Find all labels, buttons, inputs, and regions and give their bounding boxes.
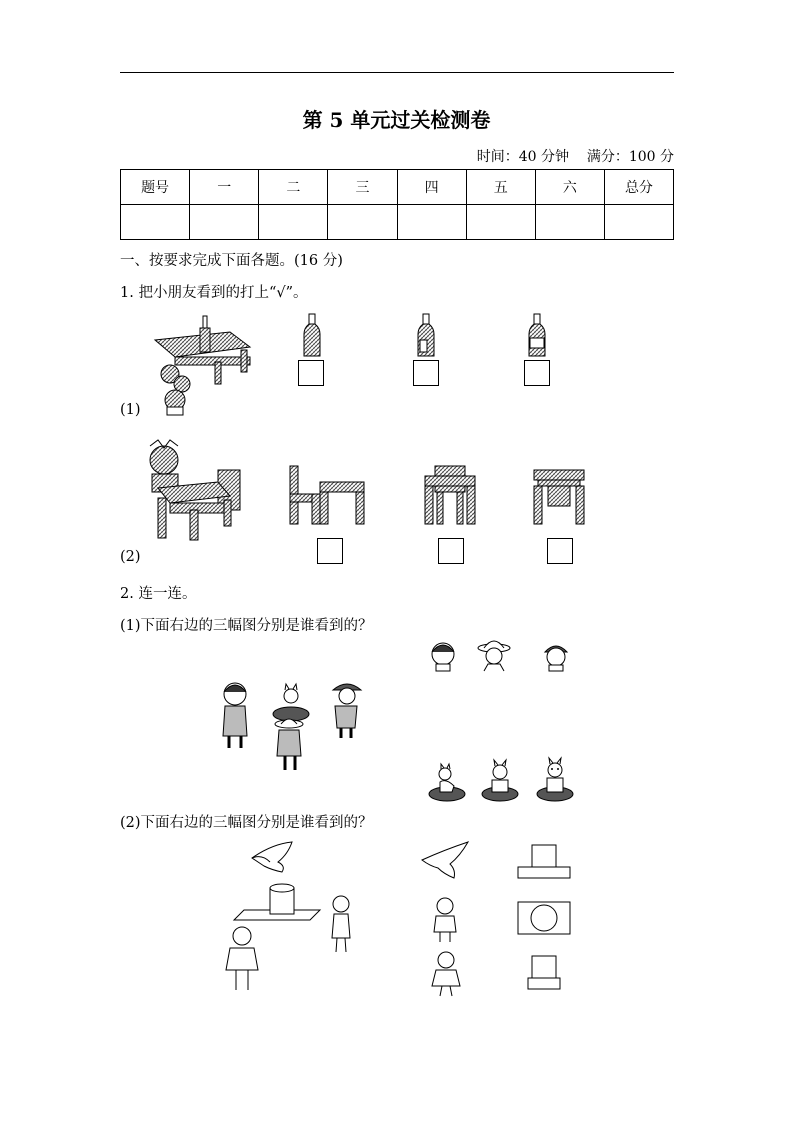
shape-top-view-1[interactable]: [518, 845, 570, 879]
q1-part1-label: (1): [120, 402, 141, 418]
score-table: [120, 169, 674, 240]
q2-part1-text: (1)下面右边的三幅图分别是谁看到的？: [120, 618, 373, 634]
girl-icon[interactable]: [430, 950, 462, 996]
eagle-icon[interactable]: [420, 840, 472, 884]
top-rule: [120, 72, 674, 73]
score-cell[interactable]: [259, 205, 328, 240]
score-header-cell: 四: [397, 170, 466, 205]
score-header-cell: 二: [259, 170, 328, 205]
children-around-cat-illustration: [215, 678, 365, 774]
q2-text: 2. 连一连。: [120, 586, 197, 602]
shape-side-view-icon[interactable]: [528, 956, 560, 990]
score-header-cell: 题号: [121, 170, 190, 205]
exam-meta: [477, 146, 674, 166]
girl-face-icon[interactable]: [428, 640, 458, 672]
score-cell[interactable]: [121, 205, 190, 240]
score-label: 满分：100 分: [586, 149, 674, 165]
score-cell[interactable]: [466, 205, 535, 240]
table-chair-view-2-icon: [425, 466, 475, 524]
answer-box[interactable]: [413, 360, 439, 386]
table-chair-view-1-icon: [290, 466, 364, 524]
bottle-view-1-icon: [302, 312, 322, 357]
score-cell[interactable]: [535, 205, 604, 240]
table-chair-view-3-icon: [534, 470, 584, 524]
score-cell[interactable]: [604, 205, 673, 240]
answer-box[interactable]: [317, 538, 343, 564]
boy-icon[interactable]: [430, 896, 460, 942]
cat-view-2-icon[interactable]: [480, 756, 520, 802]
section1-heading: 一、按要求完成下面各题。(16 分): [120, 253, 343, 269]
q1-text: 1. 把小朋友看到的打上“√”。: [120, 285, 308, 301]
score-cell[interactable]: [397, 205, 466, 240]
bottle-view-3-icon: [527, 312, 547, 357]
bottle-view-2-icon: [416, 312, 436, 357]
boy-cap-face-icon[interactable]: [541, 640, 571, 672]
eagle-object-children-illustration: [222, 840, 342, 995]
shape-circle-view-icon[interactable]: [518, 902, 570, 934]
score-cell[interactable]: [328, 205, 397, 240]
answer-box[interactable]: [524, 360, 550, 386]
score-cell[interactable]: [190, 205, 259, 240]
q2-part2-text: (2)下面右边的三幅图分别是谁看到的？: [120, 815, 373, 831]
score-table-header-row: [121, 170, 674, 205]
score-table-blank-row: [121, 205, 674, 240]
score-header-cell: 一: [190, 170, 259, 205]
score-header-cell: 六: [535, 170, 604, 205]
answer-box[interactable]: [547, 538, 573, 564]
cat-view-1-icon[interactable]: [428, 758, 466, 802]
page-title: 第 5 单元过关检测卷: [302, 108, 491, 132]
score-header-cell: 三: [328, 170, 397, 205]
hat-child-face-icon[interactable]: [476, 638, 512, 672]
table-bottle-scene-illustration: [145, 312, 255, 417]
girl-table-chair-illustration: [140, 438, 250, 543]
answer-box[interactable]: [438, 538, 464, 564]
q1-part2-label: (2): [120, 549, 141, 565]
score-header-cell: 五: [466, 170, 535, 205]
score-header-cell: 总分: [604, 170, 673, 205]
answer-box[interactable]: [298, 360, 324, 386]
time-label: 时间：40 分钟: [476, 149, 570, 165]
cat-view-3-icon[interactable]: [535, 754, 575, 802]
